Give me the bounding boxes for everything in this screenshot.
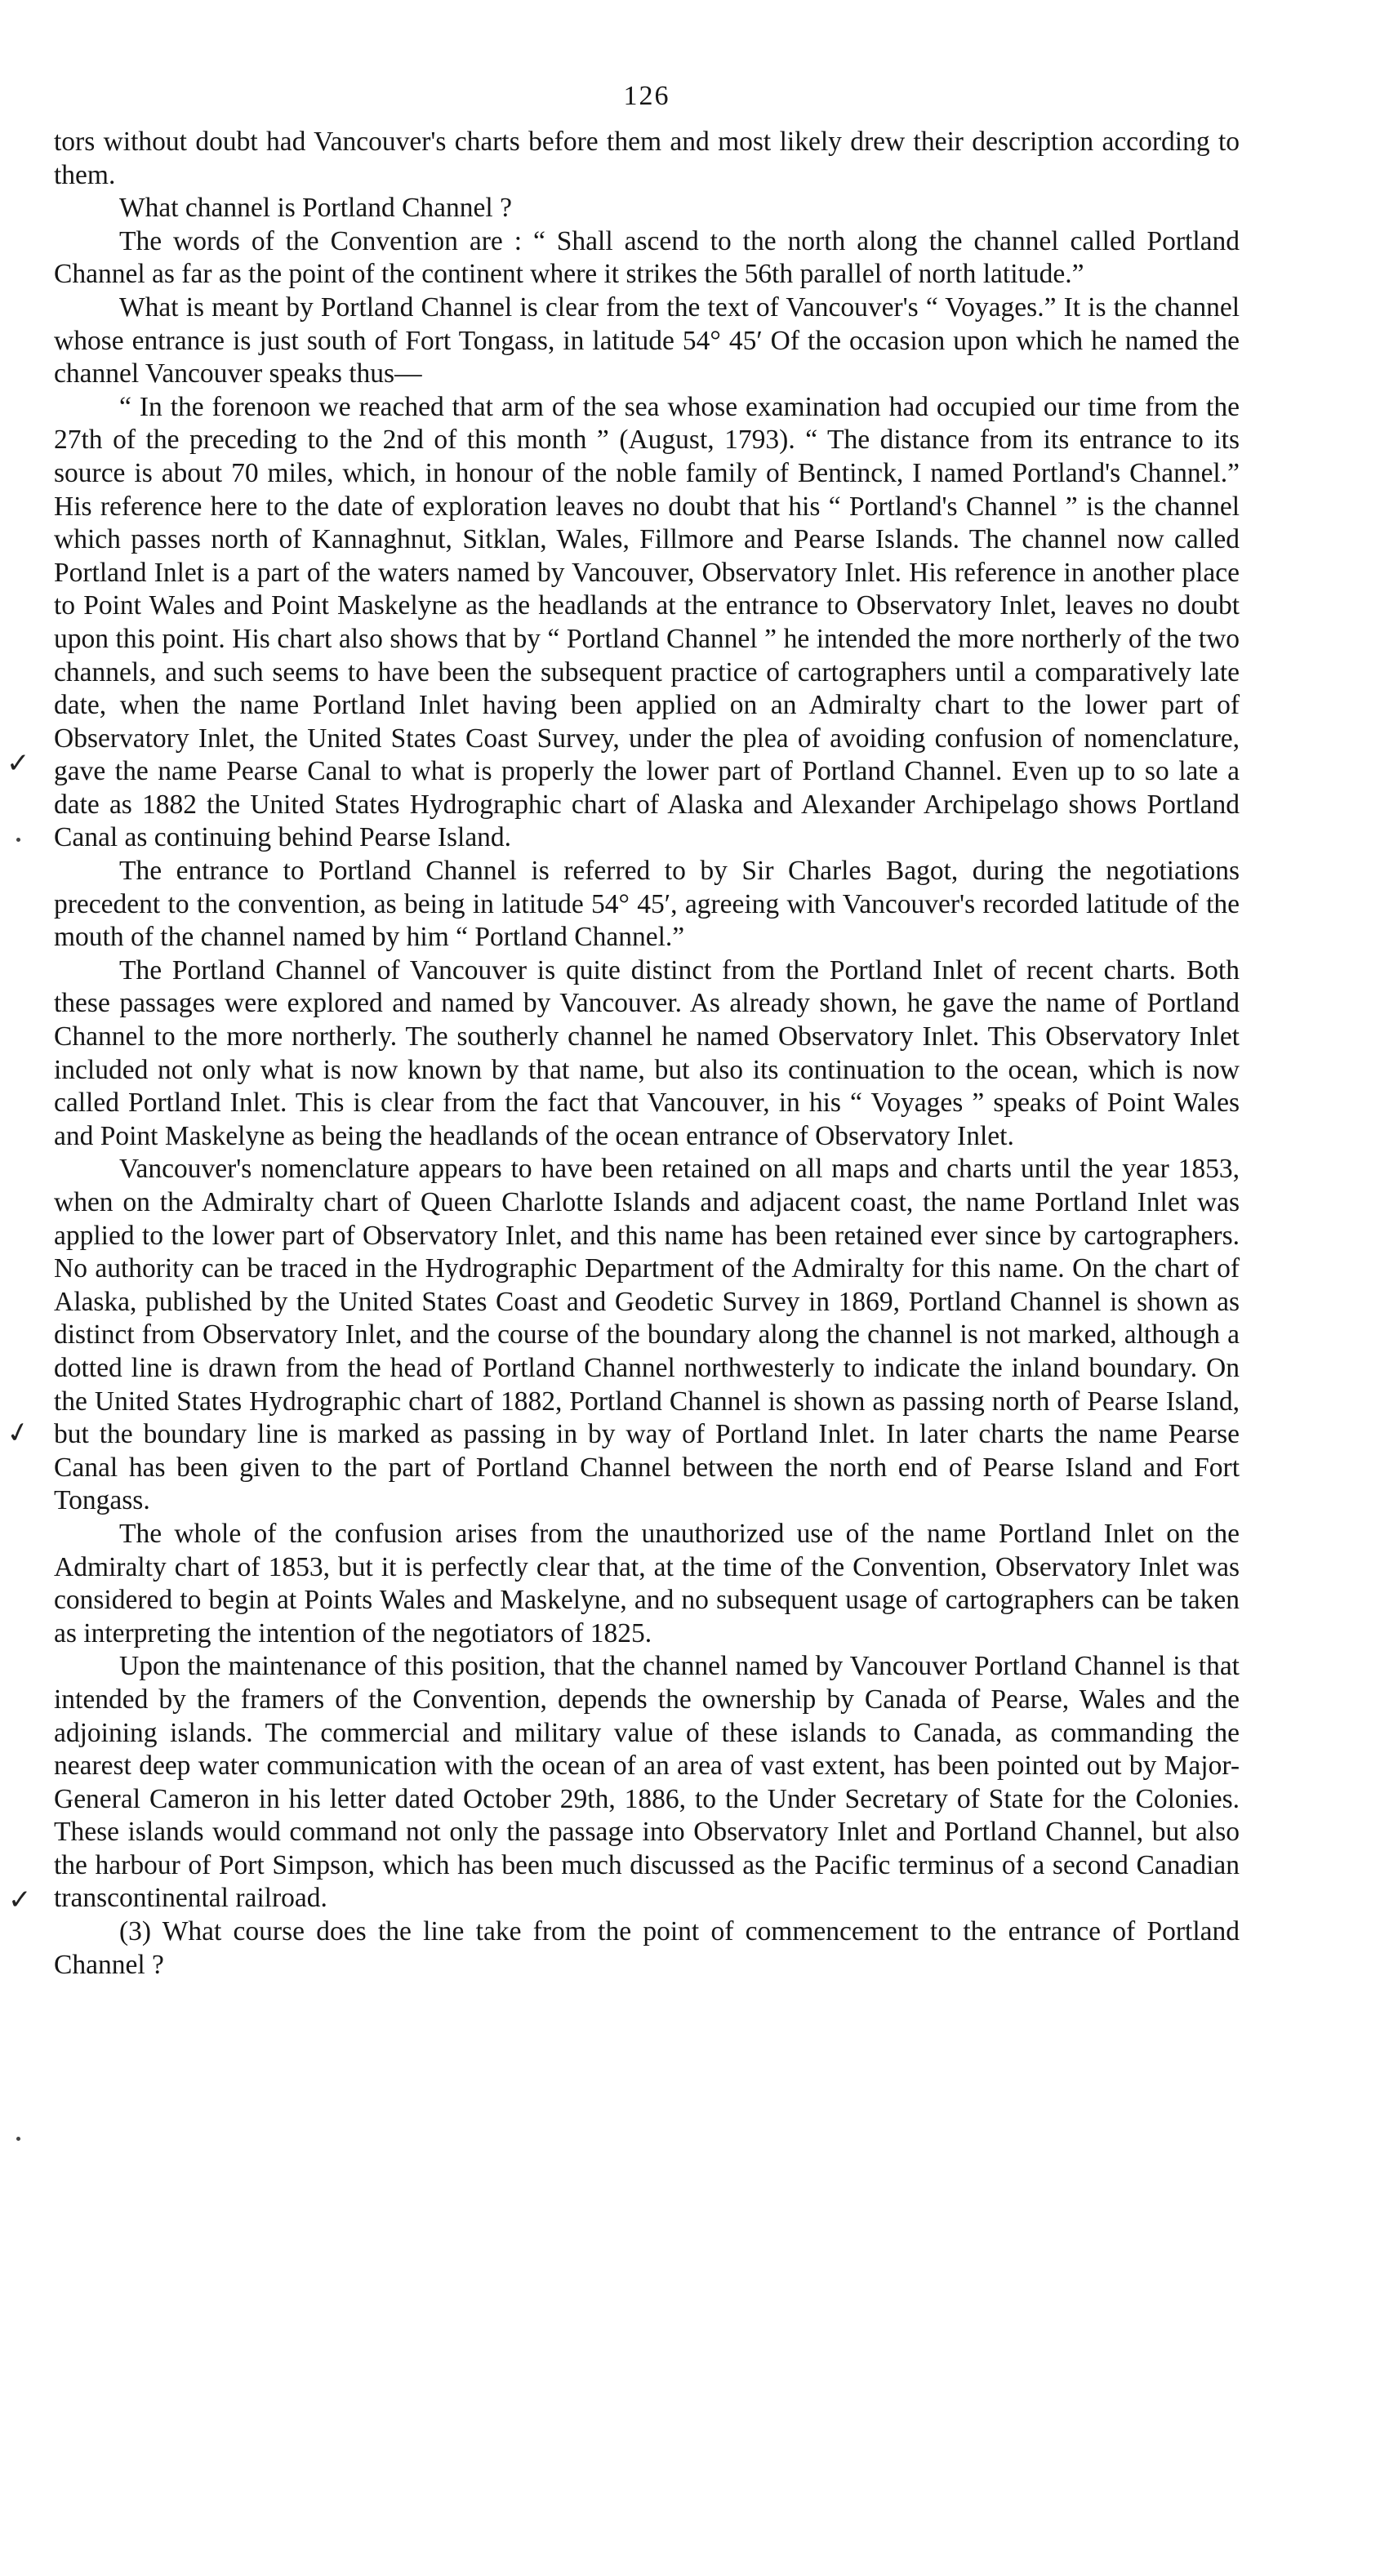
paragraph: tors without doubt had Vancouver's charts before them and most likely drew their description according to them. xyxy=(54,127,1240,190)
paragraph: The Portland Channel of Vancouver is quite distinct from the Portland Inlet of recent charts. Both these passages were explored and named by Vancouver. As already shown, he gave the name of Portland Channel to the more northerly. The southerly channel he named Observatory Inlet. This Observatory Inlet included not only what is now known by that name, but also its continuation to the ocean, which is now called Portland Inlet. This is clear from the fact that Vancouver, in his “ Voyages ” speaks of Point Wales and Point Maskelyne as being the headlands of the ocean entrance of Observatory Inlet. xyxy=(54,954,1240,1151)
margin-check-mark: ✓ xyxy=(7,747,30,780)
paragraph: Vancouver's nomenclature appears to have been retained on all maps and charts until the year 1853, when on the Admiralty chart of Queen Charlotte Islands and adjacent coast, the name Portland Inlet was applied to the lower part of Observatory Inlet, and this name has been retained ever since by cartographers. No authority can be traced in the Hydrographic Department of the Admiralty for this name. On the chart of Alaska, published by the United States Coast and Geodetic Survey in 1869, Portland Channel is shown as distinct from Observatory Inlet, and the course of the boundary along the channel is not marked, although a dotted line is drawn from the head of Portland Channel northwesterly to indicate the inland boundary. On the United States Hydrographic chart of 1882, Portland Channel is shown as passing north of Pearse Island, but the boundary line is marked as passing in by way of Portland Inlet. In later charts the name Pearse Canal has been given to the part of Portland Channel between the north end of Pearse Island and Fort Tongass. xyxy=(54,1154,1240,1516)
paragraph: The entrance to Portland Channel is referred to by Sir Charles Bagot, during the negotiations precedent to the convention, as being in latitude 54° 45′, agreeing with Vancouver's recorded latitude of the mouth of the channel named by him “ Portland Channel.” xyxy=(54,856,1240,953)
margin-dot xyxy=(16,2137,20,2141)
paragraph: Upon the maintenance of this position, that the channel named by Vancouver Portland Channel is that intended by the framers of the Convention, depends the ownership by Canada of Pearse, Wales and the adjoining islands. The commercial and military value of these islands to Canada, as commanding the nearest deep water communication with the ocean of an area of vast extent, has been pointed out by Major-General Cameron in his letter dated October 29th, 1886, to the Under Secretary of State for the Colonies. These islands would command not only the passage into Observatory Inlet and Portland Channel, but also the harbour of Port Simpson, which has been much discussed as the Pacific terminus of a second Canadian transcontinental railroad. xyxy=(54,1651,1240,1914)
paragraph: The whole of the confusion arises from the unauthorized use of the name Portland Inlet on the Admiralty chart of 1853, but it is perfectly clear that, at the time of the Convention, Observatory Inlet was considered to begin at Points Wales and Maskelyne, and no subsequent usage of cartographers can be taken as interpreting the intention of the negotiators of 1825. xyxy=(54,1518,1240,1648)
margin-dot xyxy=(16,838,20,842)
paragraph: The words of the Convention are : “ Shall ascend to the north along the channel called Portland Channel as far as the point of the continent where it strikes the 56th parallel of north latitude.” xyxy=(54,225,1240,290)
document-page xyxy=(54,80,1240,1982)
page-number: 126 xyxy=(623,81,670,111)
paragraph: What is meant by Portland Channel is clear from the text of Vancouver's “ Voyages.” It is the channel whose entrance is just south of Fort Tongass, in latitude 54° 45′ Of the occasion upon which he named the channel Vancouver speaks thus— xyxy=(54,291,1240,389)
paragraph: “ In the forenoon we reached that arm of the sea whose examination had occupied our time from the 27th of the preceding to the 2nd of this month ” (August, 1793). “ The distance from its entrance to its source is about 70 miles, which, in honour of the noble family of Bentinck, I named Portland's Channel.” His reference here to the date of exploration leaves no doubt that his “ Portland's Channel ” is the channel which passes north of Kannaghnut, Sitklan, Wales, Fillmore and Pearse Islands. The channel now called Portland Inlet is a part of the waters named by Vancouver, Observatory Inlet. His reference in another place to Point Wales and Point Maskelyne as the headlands at the entrance to Observatory Inlet, leaves no doubt upon this point. His chart also shows that by “ Portland Channel ” he intended the more northerly of the two channels, and such seems to have been the subsequent practice of cartographers until a comparatively late date, when the name Portland Inlet having been applied on an Admiralty chart to the lower part of Observatory Inlet, the United States Coast Survey, under the plea of avoiding confusion of nomenclature, gave the name Pearse Canal to what is properly the lower part of Portland Channel. Even up to so late a date as 1882 the United States Hydrographic chart of Alaska and Alexander Archipelago shows Portland Canal as continuing behind Pearse Island. xyxy=(54,391,1240,853)
margin-check-mark: ✓ xyxy=(3,1414,33,1452)
margin-check-mark: ✓ xyxy=(8,1884,32,1916)
paragraph: (3) What course does the line take from the point of commencement to the entrance of Portland Channel ? xyxy=(54,1916,1240,1980)
paragraph: What channel is Portland Channel ? xyxy=(119,193,512,224)
